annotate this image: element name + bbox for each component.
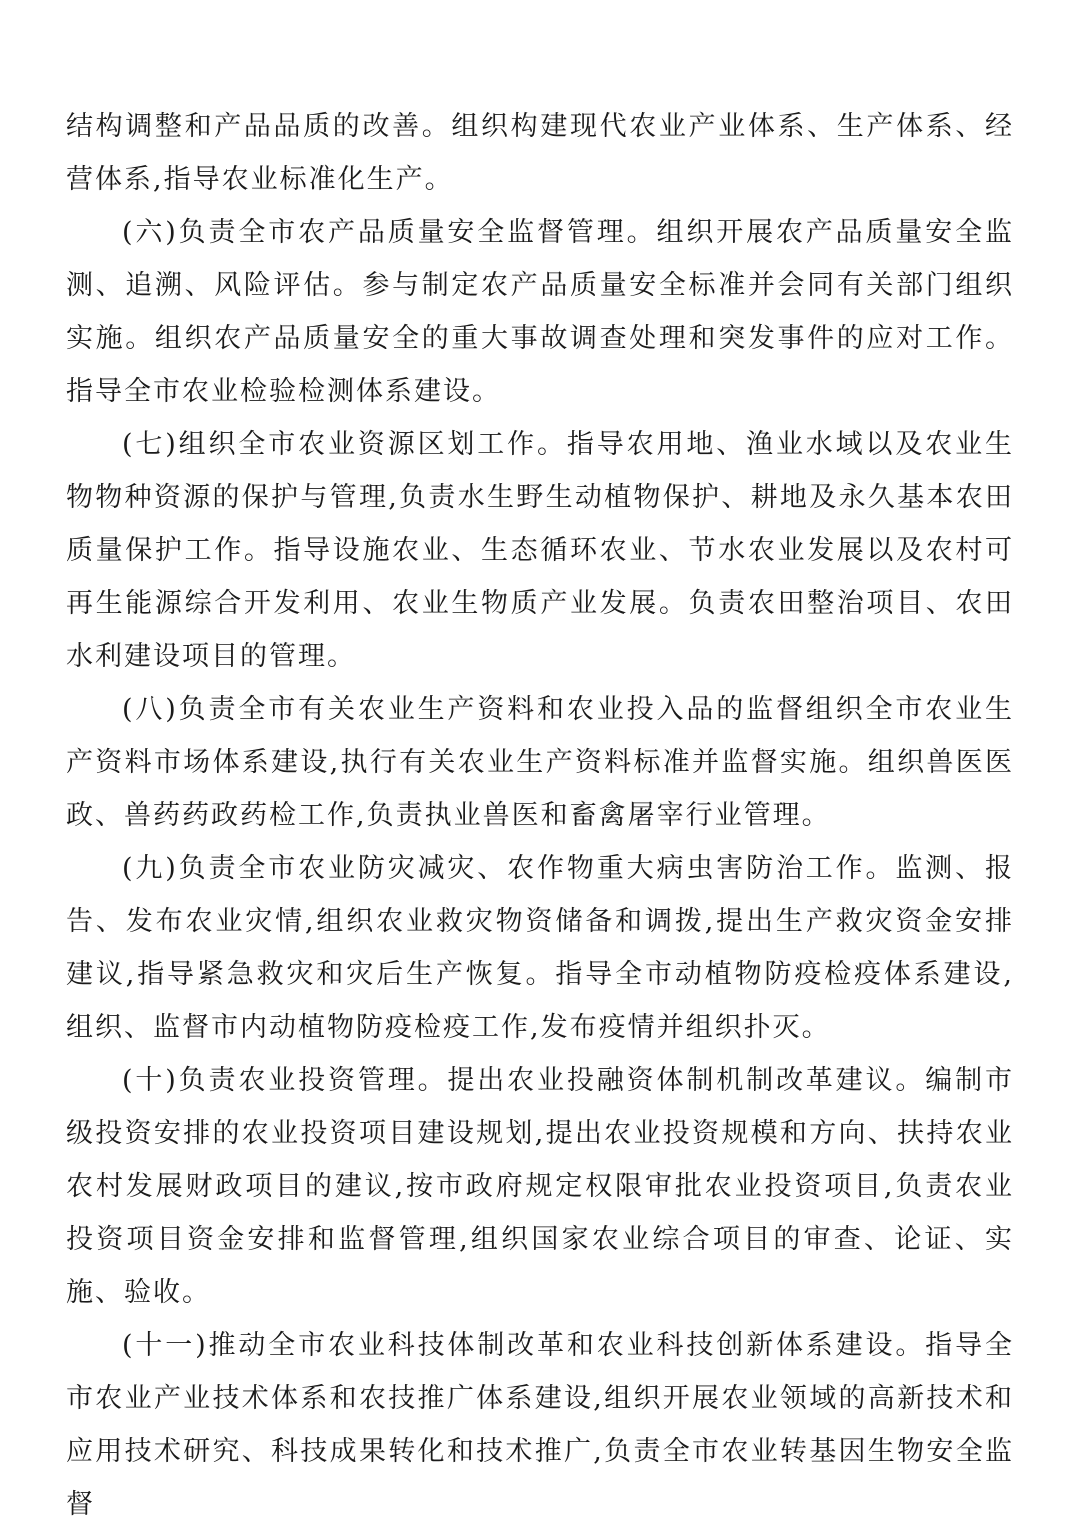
paragraph-item-10: (十)负责农业投资管理。提出农业投融资体制机制改革建议。编制市级投资安排的农业投资项目建设规划,提出农业投资规模和方向、扶持农业农村发展财政项目的建议,按市政府规定权限审批农业投资项目,负责农业投资项目资金安排和监督管理,组织国家农业综合项目的审查、论证、实施、验收。 (66, 1065, 1014, 1308)
paragraph-item-8: (八)负责全市有关农业生产资料和农业投入品的监督组织全市农业生产资料市场体系建设,执行有关农业生产资料标准并监督实施。组织兽医医政、兽药药政药检工作,负责执业兽医和畜禽屠宰行业管理。 (66, 694, 1014, 831)
paragraph-item-7: (七)组织全市农业资源区划工作。指导农用地、渔业水域以及农业生物物种资源的保护与管理,负责水生野生动植物保护、耕地及永久基本农田质量保护工作。指导设施农业、生态循环农业、节水农业发展以及农村可再生能源综合开发利用、农业生物质产业发展。负责农田整治项目、农田水利建设项目的管理。 (66, 429, 1014, 672)
paragraph-item-6: (六)负责全市农产品质量安全监督管理。组织开展农产品质量安全监测、追溯、风险评估。参与制定农产品质量安全标准并会同有关部门组织实施。组织农产品质量安全的重大事故调查处理和突发事件的应对工作。指导全市农业检验检测体系建设。 (66, 217, 1014, 407)
paragraph-item-9: (九)负责全市农业防灾减灾、农作物重大病虫害防治工作。监测、报告、发布农业灾情,组织农业救灾物资储备和调拨,提出生产救灾资金安排建议,指导紧急救灾和灾后生产恢复。指导全市动植物防疫检疫体系建设,组织、监督市内动植物防疫检疫工作,发布疫情并组织扑灭。 (66, 853, 1014, 1043)
paragraph-continuation: 结构调整和产品品质的改善。组织构建现代农业产业体系、生产体系、经营体系,指导农业标准化生产。 (66, 111, 1014, 195)
paragraph-item-11: (十一)推动全市农业科技体制改革和农业科技创新体系建设。指导全市农业产业技术体系和农技推广体系建设,组织开展农业领域的高新技术和应用技术研究、科技成果转化和技术推广,负责全市农业转基因生物安全监督 (66, 1330, 1014, 1520)
